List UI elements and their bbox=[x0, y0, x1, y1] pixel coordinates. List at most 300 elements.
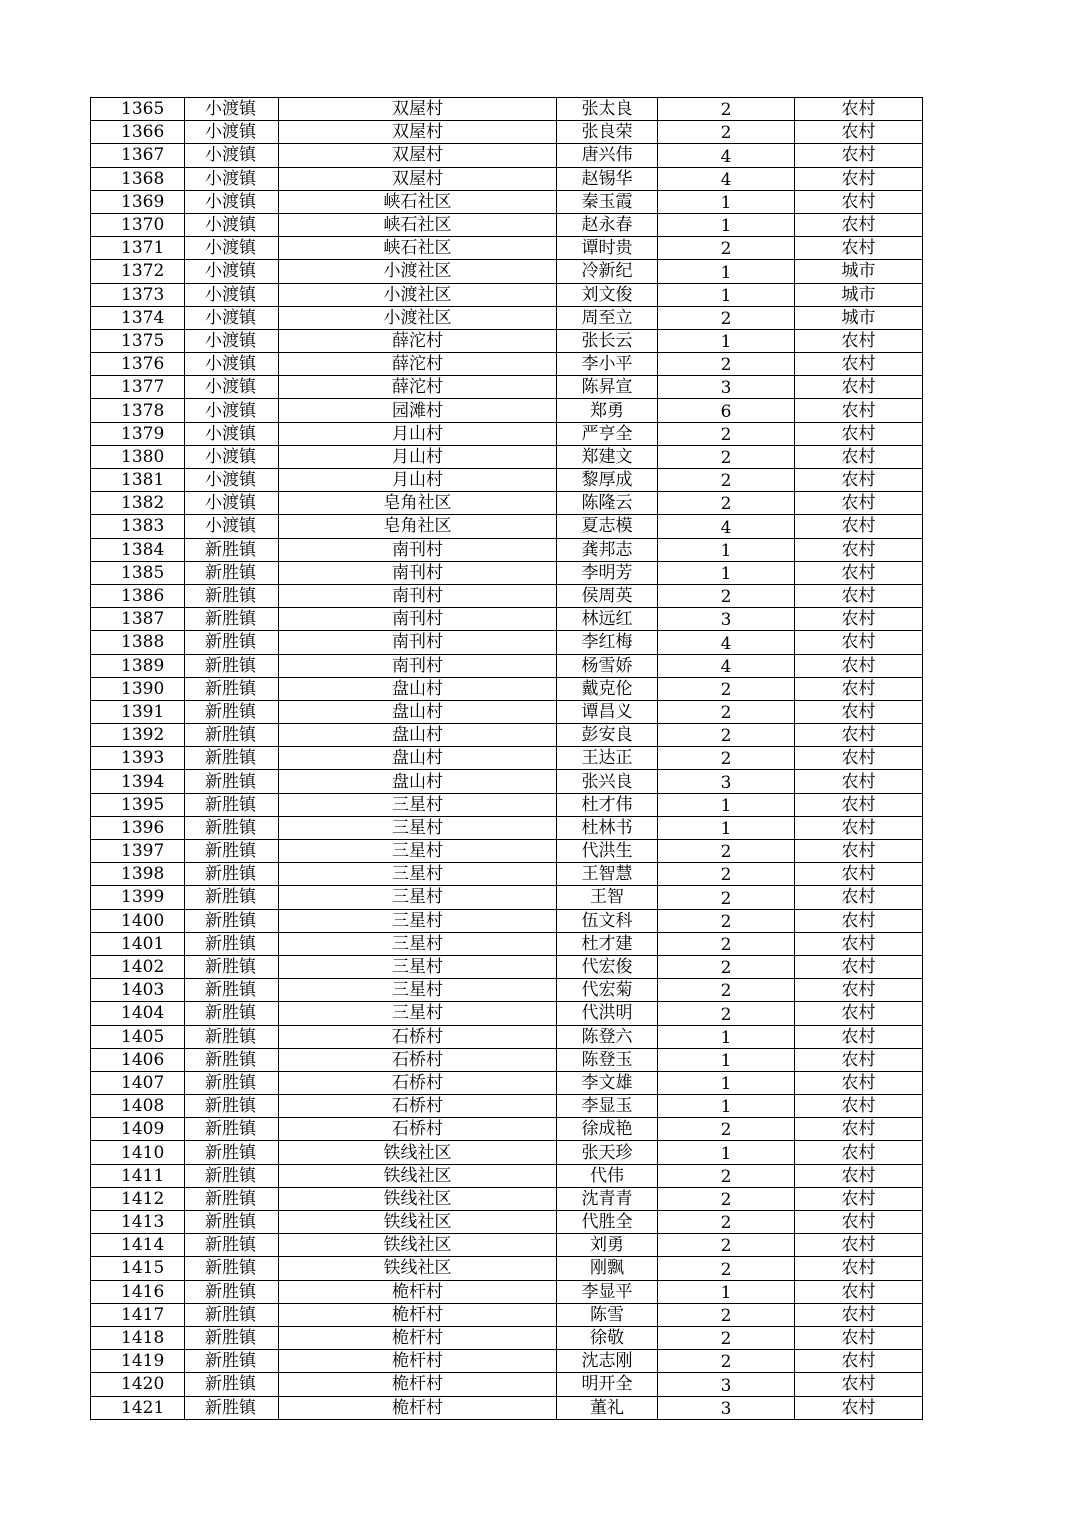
area-type-cell: 城市 bbox=[795, 283, 923, 306]
area-type-cell: 农村 bbox=[795, 329, 923, 352]
table-row bbox=[91, 955, 923, 978]
area-type-cell: 农村 bbox=[795, 1164, 923, 1187]
serial-number-cell: 1397 bbox=[91, 840, 185, 863]
table-row bbox=[91, 584, 923, 607]
town-cell: 小渡镇 bbox=[185, 167, 279, 190]
serial-number-cell: 1414 bbox=[91, 1234, 185, 1257]
table-row bbox=[91, 863, 923, 886]
person-name-cell: 代洪明 bbox=[557, 1002, 658, 1025]
area-type-cell: 农村 bbox=[795, 770, 923, 793]
town-cell: 新胜镇 bbox=[185, 1257, 279, 1280]
area-type-cell: 城市 bbox=[795, 306, 923, 329]
village-cell: 南刊村 bbox=[279, 631, 557, 654]
household-count-cell: 2 bbox=[658, 445, 795, 468]
table-row bbox=[91, 909, 923, 932]
table-row bbox=[91, 469, 923, 492]
town-cell: 小渡镇 bbox=[185, 515, 279, 538]
person-name-cell: 张太良 bbox=[557, 98, 658, 121]
table-row bbox=[91, 422, 923, 445]
household-count-cell: 2 bbox=[658, 306, 795, 329]
household-count-cell: 1 bbox=[658, 561, 795, 584]
person-name-cell: 龚邦志 bbox=[557, 538, 658, 561]
person-name-cell: 李文雄 bbox=[557, 1071, 658, 1094]
person-name-cell: 杨雪娇 bbox=[557, 654, 658, 677]
town-cell: 新胜镇 bbox=[185, 1187, 279, 1210]
person-name-cell: 刘文俊 bbox=[557, 283, 658, 306]
serial-number-cell: 1405 bbox=[91, 1025, 185, 1048]
area-type-cell: 农村 bbox=[795, 631, 923, 654]
serial-number-cell: 1377 bbox=[91, 376, 185, 399]
town-cell: 小渡镇 bbox=[185, 353, 279, 376]
person-name-cell: 杜才伟 bbox=[557, 793, 658, 816]
area-type-cell: 农村 bbox=[795, 747, 923, 770]
table-row bbox=[91, 98, 923, 121]
household-count-cell: 1 bbox=[658, 538, 795, 561]
area-type-cell: 农村 bbox=[795, 677, 923, 700]
serial-number-cell: 1396 bbox=[91, 816, 185, 839]
serial-number-cell: 1392 bbox=[91, 724, 185, 747]
town-cell: 新胜镇 bbox=[185, 608, 279, 631]
village-cell: 盘山村 bbox=[279, 677, 557, 700]
serial-number-cell: 1398 bbox=[91, 863, 185, 886]
household-count-cell: 2 bbox=[658, 121, 795, 144]
table-row bbox=[91, 167, 923, 190]
area-type-cell: 农村 bbox=[795, 167, 923, 190]
serial-number-cell: 1416 bbox=[91, 1280, 185, 1303]
area-type-cell: 农村 bbox=[795, 793, 923, 816]
area-type-cell: 农村 bbox=[795, 1234, 923, 1257]
person-name-cell: 黎厚成 bbox=[557, 469, 658, 492]
town-cell: 小渡镇 bbox=[185, 121, 279, 144]
household-count-cell: 1 bbox=[658, 213, 795, 236]
table-row bbox=[91, 1118, 923, 1141]
person-name-cell: 赵锡华 bbox=[557, 167, 658, 190]
household-count-cell: 2 bbox=[658, 353, 795, 376]
serial-number-cell: 1393 bbox=[91, 747, 185, 770]
village-cell: 三星村 bbox=[279, 816, 557, 839]
serial-number-cell: 1370 bbox=[91, 213, 185, 236]
area-type-cell: 农村 bbox=[795, 863, 923, 886]
area-type-cell: 农村 bbox=[795, 515, 923, 538]
serial-number-cell: 1395 bbox=[91, 793, 185, 816]
table-row bbox=[91, 1164, 923, 1187]
town-cell: 新胜镇 bbox=[185, 631, 279, 654]
table-row bbox=[91, 1025, 923, 1048]
town-cell: 新胜镇 bbox=[185, 561, 279, 584]
area-type-cell: 农村 bbox=[795, 492, 923, 515]
town-cell: 新胜镇 bbox=[185, 1373, 279, 1396]
village-cell: 铁线社区 bbox=[279, 1257, 557, 1280]
village-cell: 三星村 bbox=[279, 1002, 557, 1025]
village-cell: 石桥村 bbox=[279, 1118, 557, 1141]
town-cell: 新胜镇 bbox=[185, 770, 279, 793]
table-row bbox=[91, 515, 923, 538]
household-count-cell: 2 bbox=[658, 863, 795, 886]
area-type-cell: 农村 bbox=[795, 886, 923, 909]
household-count-cell: 2 bbox=[658, 724, 795, 747]
person-name-cell: 周至立 bbox=[557, 306, 658, 329]
table-row bbox=[91, 399, 923, 422]
town-cell: 新胜镇 bbox=[185, 1396, 279, 1419]
town-cell: 小渡镇 bbox=[185, 190, 279, 213]
village-cell: 盘山村 bbox=[279, 700, 557, 723]
village-cell: 南刊村 bbox=[279, 654, 557, 677]
person-name-cell: 沈志刚 bbox=[557, 1350, 658, 1373]
area-type-cell: 农村 bbox=[795, 1048, 923, 1071]
area-type-cell: 农村 bbox=[795, 909, 923, 932]
area-type-cell: 农村 bbox=[795, 1326, 923, 1349]
household-count-cell: 1 bbox=[658, 793, 795, 816]
person-name-cell: 郑勇 bbox=[557, 399, 658, 422]
household-count-cell: 2 bbox=[658, 886, 795, 909]
town-cell: 小渡镇 bbox=[185, 283, 279, 306]
town-cell: 小渡镇 bbox=[185, 260, 279, 283]
household-count-cell: 2 bbox=[658, 1002, 795, 1025]
serial-number-cell: 1401 bbox=[91, 932, 185, 955]
table-row bbox=[91, 770, 923, 793]
town-cell: 新胜镇 bbox=[185, 1118, 279, 1141]
village-cell: 桅杆村 bbox=[279, 1350, 557, 1373]
table-row bbox=[91, 329, 923, 352]
person-name-cell: 唐兴伟 bbox=[557, 144, 658, 167]
table-row bbox=[91, 816, 923, 839]
town-cell: 新胜镇 bbox=[185, 955, 279, 978]
household-count-cell: 2 bbox=[658, 1326, 795, 1349]
town-cell: 新胜镇 bbox=[185, 747, 279, 770]
person-name-cell: 侯周英 bbox=[557, 584, 658, 607]
table-row bbox=[91, 747, 923, 770]
person-name-cell: 王达正 bbox=[557, 747, 658, 770]
household-count-cell: 3 bbox=[658, 1373, 795, 1396]
town-cell: 小渡镇 bbox=[185, 237, 279, 260]
table-row bbox=[91, 492, 923, 515]
person-name-cell: 陈雪 bbox=[557, 1303, 658, 1326]
person-name-cell: 张兴良 bbox=[557, 770, 658, 793]
table-row bbox=[91, 979, 923, 1002]
person-name-cell: 谭时贵 bbox=[557, 237, 658, 260]
household-count-cell: 4 bbox=[658, 515, 795, 538]
table-row bbox=[91, 353, 923, 376]
town-cell: 新胜镇 bbox=[185, 886, 279, 909]
village-cell: 小渡社区 bbox=[279, 283, 557, 306]
household-count-cell: 2 bbox=[658, 909, 795, 932]
table-row bbox=[91, 1141, 923, 1164]
table-row bbox=[91, 1326, 923, 1349]
village-cell: 三星村 bbox=[279, 979, 557, 1002]
person-name-cell: 张天珍 bbox=[557, 1141, 658, 1164]
village-cell: 石桥村 bbox=[279, 1071, 557, 1094]
household-count-cell: 1 bbox=[658, 1095, 795, 1118]
person-name-cell: 李小平 bbox=[557, 353, 658, 376]
village-cell: 三星村 bbox=[279, 955, 557, 978]
town-cell: 新胜镇 bbox=[185, 793, 279, 816]
town-cell: 小渡镇 bbox=[185, 399, 279, 422]
village-cell: 桅杆村 bbox=[279, 1326, 557, 1349]
village-cell: 桅杆村 bbox=[279, 1280, 557, 1303]
table-row bbox=[91, 237, 923, 260]
table-row bbox=[91, 1396, 923, 1419]
household-count-cell: 2 bbox=[658, 1234, 795, 1257]
household-count-cell: 2 bbox=[658, 1350, 795, 1373]
table-row bbox=[91, 1211, 923, 1234]
serial-number-cell: 1408 bbox=[91, 1095, 185, 1118]
table-row bbox=[91, 121, 923, 144]
household-count-cell: 4 bbox=[658, 167, 795, 190]
village-cell: 峡石社区 bbox=[279, 237, 557, 260]
household-count-cell: 2 bbox=[658, 1257, 795, 1280]
area-type-cell: 农村 bbox=[795, 1095, 923, 1118]
household-count-cell: 3 bbox=[658, 376, 795, 399]
table-row bbox=[91, 724, 923, 747]
household-count-cell: 2 bbox=[658, 1187, 795, 1210]
serial-number-cell: 1375 bbox=[91, 329, 185, 352]
household-count-cell: 1 bbox=[658, 816, 795, 839]
person-name-cell: 李明芳 bbox=[557, 561, 658, 584]
area-type-cell: 农村 bbox=[795, 376, 923, 399]
person-name-cell: 严亨全 bbox=[557, 422, 658, 445]
household-count-cell: 2 bbox=[658, 98, 795, 121]
area-type-cell: 农村 bbox=[795, 979, 923, 1002]
serial-number-cell: 1376 bbox=[91, 353, 185, 376]
table-row bbox=[91, 561, 923, 584]
serial-number-cell: 1374 bbox=[91, 306, 185, 329]
serial-number-cell: 1383 bbox=[91, 515, 185, 538]
area-type-cell: 农村 bbox=[795, 932, 923, 955]
serial-number-cell: 1417 bbox=[91, 1303, 185, 1326]
table-row bbox=[91, 1280, 923, 1303]
table-row bbox=[91, 700, 923, 723]
person-name-cell: 刘勇 bbox=[557, 1234, 658, 1257]
person-name-cell: 明开全 bbox=[557, 1373, 658, 1396]
village-cell: 桅杆村 bbox=[279, 1303, 557, 1326]
town-cell: 小渡镇 bbox=[185, 422, 279, 445]
village-cell: 小渡社区 bbox=[279, 306, 557, 329]
village-cell: 月山村 bbox=[279, 469, 557, 492]
household-count-cell: 1 bbox=[658, 1025, 795, 1048]
area-type-cell: 农村 bbox=[795, 213, 923, 236]
serial-number-cell: 1415 bbox=[91, 1257, 185, 1280]
area-type-cell: 农村 bbox=[795, 584, 923, 607]
household-count-cell: 2 bbox=[658, 1118, 795, 1141]
serial-number-cell: 1391 bbox=[91, 700, 185, 723]
person-name-cell: 陈隆云 bbox=[557, 492, 658, 515]
area-type-cell: 农村 bbox=[795, 840, 923, 863]
household-count-cell: 2 bbox=[658, 237, 795, 260]
village-cell: 双屋村 bbox=[279, 121, 557, 144]
household-count-cell: 3 bbox=[658, 608, 795, 631]
town-cell: 新胜镇 bbox=[185, 1350, 279, 1373]
town-cell: 新胜镇 bbox=[185, 1025, 279, 1048]
person-name-cell: 赵永春 bbox=[557, 213, 658, 236]
village-cell: 石桥村 bbox=[279, 1025, 557, 1048]
person-name-cell: 徐成艳 bbox=[557, 1118, 658, 1141]
table-row bbox=[91, 1303, 923, 1326]
serial-number-cell: 1406 bbox=[91, 1048, 185, 1071]
town-cell: 新胜镇 bbox=[185, 840, 279, 863]
serial-number-cell: 1368 bbox=[91, 167, 185, 190]
person-name-cell: 陈昇宣 bbox=[557, 376, 658, 399]
person-name-cell: 杜才建 bbox=[557, 932, 658, 955]
village-cell: 铁线社区 bbox=[279, 1164, 557, 1187]
area-type-cell: 农村 bbox=[795, 121, 923, 144]
table-row bbox=[91, 144, 923, 167]
serial-number-cell: 1373 bbox=[91, 283, 185, 306]
household-count-cell: 4 bbox=[658, 654, 795, 677]
serial-number-cell: 1366 bbox=[91, 121, 185, 144]
town-cell: 新胜镇 bbox=[185, 700, 279, 723]
town-cell: 小渡镇 bbox=[185, 445, 279, 468]
town-cell: 新胜镇 bbox=[185, 909, 279, 932]
household-count-cell: 1 bbox=[658, 190, 795, 213]
town-cell: 新胜镇 bbox=[185, 1164, 279, 1187]
serial-number-cell: 1399 bbox=[91, 886, 185, 909]
village-cell: 双屋村 bbox=[279, 98, 557, 121]
town-cell: 新胜镇 bbox=[185, 1048, 279, 1071]
person-name-cell: 李显平 bbox=[557, 1280, 658, 1303]
household-count-cell: 1 bbox=[658, 1280, 795, 1303]
town-cell: 新胜镇 bbox=[185, 1071, 279, 1094]
serial-number-cell: 1403 bbox=[91, 979, 185, 1002]
table-row bbox=[91, 1234, 923, 1257]
village-cell: 铁线社区 bbox=[279, 1141, 557, 1164]
person-name-cell: 冷新纪 bbox=[557, 260, 658, 283]
serial-number-cell: 1402 bbox=[91, 955, 185, 978]
area-type-cell: 农村 bbox=[795, 1025, 923, 1048]
village-cell: 盘山村 bbox=[279, 770, 557, 793]
serial-number-cell: 1412 bbox=[91, 1187, 185, 1210]
table-row bbox=[91, 1048, 923, 1071]
serial-number-cell: 1404 bbox=[91, 1002, 185, 1025]
area-type-cell: 农村 bbox=[795, 1141, 923, 1164]
table-row bbox=[91, 190, 923, 213]
town-cell: 新胜镇 bbox=[185, 1002, 279, 1025]
person-name-cell: 张良荣 bbox=[557, 121, 658, 144]
village-cell: 三星村 bbox=[279, 840, 557, 863]
table-row bbox=[91, 260, 923, 283]
area-type-cell: 农村 bbox=[795, 700, 923, 723]
person-name-cell: 李显玉 bbox=[557, 1095, 658, 1118]
town-cell: 小渡镇 bbox=[185, 98, 279, 121]
village-cell: 峡石社区 bbox=[279, 213, 557, 236]
area-type-cell: 农村 bbox=[795, 399, 923, 422]
household-count-cell: 2 bbox=[658, 584, 795, 607]
area-type-cell: 农村 bbox=[795, 816, 923, 839]
village-cell: 盘山村 bbox=[279, 747, 557, 770]
village-cell: 南刊村 bbox=[279, 584, 557, 607]
person-name-cell: 沈青青 bbox=[557, 1187, 658, 1210]
person-name-cell: 夏志模 bbox=[557, 515, 658, 538]
serial-number-cell: 1410 bbox=[91, 1141, 185, 1164]
table-row bbox=[91, 1002, 923, 1025]
household-count-cell: 1 bbox=[658, 1071, 795, 1094]
town-cell: 新胜镇 bbox=[185, 724, 279, 747]
table-row bbox=[91, 213, 923, 236]
household-count-cell: 1 bbox=[658, 260, 795, 283]
table-row bbox=[91, 932, 923, 955]
village-cell: 三星村 bbox=[279, 909, 557, 932]
person-name-cell: 徐敬 bbox=[557, 1326, 658, 1349]
household-count-cell: 6 bbox=[658, 399, 795, 422]
village-cell: 三星村 bbox=[279, 863, 557, 886]
town-cell: 新胜镇 bbox=[185, 816, 279, 839]
serial-number-cell: 1411 bbox=[91, 1164, 185, 1187]
table-row bbox=[91, 1071, 923, 1094]
village-cell: 石桥村 bbox=[279, 1048, 557, 1071]
serial-number-cell: 1390 bbox=[91, 677, 185, 700]
person-name-cell: 伍文科 bbox=[557, 909, 658, 932]
area-type-cell: 农村 bbox=[795, 1303, 923, 1326]
household-count-cell: 3 bbox=[658, 1396, 795, 1419]
household-count-cell: 3 bbox=[658, 770, 795, 793]
serial-number-cell: 1419 bbox=[91, 1350, 185, 1373]
person-name-cell: 代胜全 bbox=[557, 1211, 658, 1234]
serial-number-cell: 1378 bbox=[91, 399, 185, 422]
household-count-cell: 2 bbox=[658, 677, 795, 700]
household-count-cell: 2 bbox=[658, 955, 795, 978]
village-cell: 薛沱村 bbox=[279, 353, 557, 376]
serial-number-cell: 1385 bbox=[91, 561, 185, 584]
household-count-cell: 1 bbox=[658, 1141, 795, 1164]
town-cell: 新胜镇 bbox=[185, 677, 279, 700]
village-cell: 三星村 bbox=[279, 793, 557, 816]
household-count-cell: 2 bbox=[658, 492, 795, 515]
table-row bbox=[91, 1373, 923, 1396]
town-cell: 小渡镇 bbox=[185, 469, 279, 492]
household-count-cell: 2 bbox=[658, 1303, 795, 1326]
serial-number-cell: 1388 bbox=[91, 631, 185, 654]
area-type-cell: 农村 bbox=[795, 1350, 923, 1373]
area-type-cell: 农村 bbox=[795, 724, 923, 747]
village-cell: 南刊村 bbox=[279, 561, 557, 584]
town-cell: 新胜镇 bbox=[185, 1303, 279, 1326]
household-count-cell: 2 bbox=[658, 840, 795, 863]
person-name-cell: 代洪生 bbox=[557, 840, 658, 863]
table-row bbox=[91, 1257, 923, 1280]
area-type-cell: 农村 bbox=[795, 654, 923, 677]
household-count-cell: 2 bbox=[658, 932, 795, 955]
person-name-cell: 张长云 bbox=[557, 329, 658, 352]
village-cell: 月山村 bbox=[279, 422, 557, 445]
serial-number-cell: 1372 bbox=[91, 260, 185, 283]
person-name-cell: 董礼 bbox=[557, 1396, 658, 1419]
area-type-cell: 农村 bbox=[795, 1373, 923, 1396]
table-row bbox=[91, 1095, 923, 1118]
household-count-cell: 4 bbox=[658, 144, 795, 167]
serial-number-cell: 1407 bbox=[91, 1071, 185, 1094]
area-type-cell: 农村 bbox=[795, 1187, 923, 1210]
serial-number-cell: 1400 bbox=[91, 909, 185, 932]
area-type-cell: 农村 bbox=[795, 1257, 923, 1280]
table-row bbox=[91, 1187, 923, 1210]
area-type-cell: 农村 bbox=[795, 955, 923, 978]
table-row bbox=[91, 306, 923, 329]
table-row bbox=[91, 631, 923, 654]
town-cell: 新胜镇 bbox=[185, 1095, 279, 1118]
person-name-cell: 代宏菊 bbox=[557, 979, 658, 1002]
person-name-cell: 秦玉霞 bbox=[557, 190, 658, 213]
village-cell: 桅杆村 bbox=[279, 1373, 557, 1396]
area-type-cell: 农村 bbox=[795, 422, 923, 445]
village-cell: 三星村 bbox=[279, 932, 557, 955]
village-cell: 南刊村 bbox=[279, 608, 557, 631]
village-cell: 园滩村 bbox=[279, 399, 557, 422]
table-row bbox=[91, 654, 923, 677]
village-cell: 三星村 bbox=[279, 886, 557, 909]
person-name-cell: 陈登玉 bbox=[557, 1048, 658, 1071]
area-type-cell: 农村 bbox=[795, 538, 923, 561]
data-table bbox=[90, 97, 923, 1420]
area-type-cell: 农村 bbox=[795, 469, 923, 492]
